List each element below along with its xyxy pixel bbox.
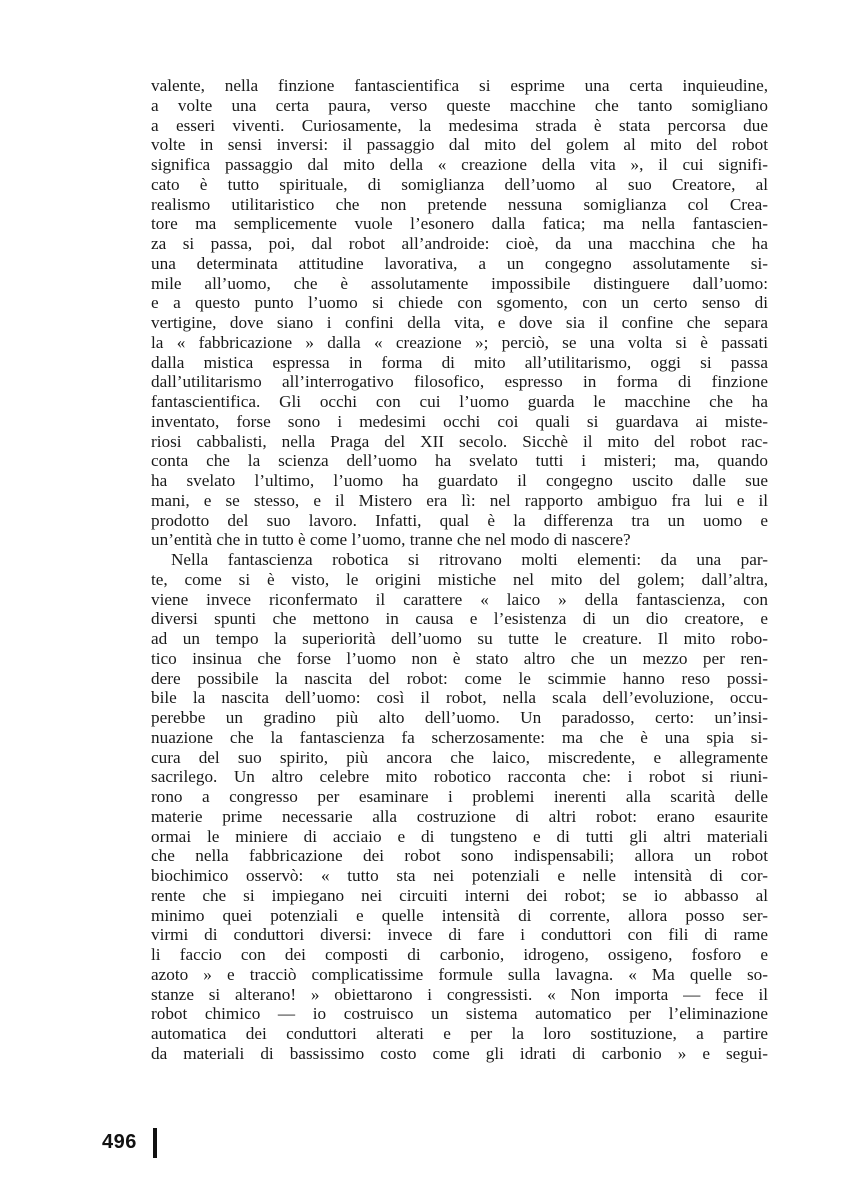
- text-line: materie prime necessarie alla costruzione di altri robot: erano esaurite: [151, 806, 768, 826]
- paragraph: [151, 76, 768, 550]
- text-line: robot chimico — io costruisco un sistema automatico per l’eliminazione: [151, 1004, 768, 1024]
- text-line: vertigine, dove siano i confini della vita, e dove sia il confine che separa: [151, 313, 768, 332]
- text-line: la « fabbricazione » dalla « creazione »; perciò, se una volta si è passati: [151, 332, 768, 352]
- text-line: ad un tempo la superiorità dell’uomo su tutte le creature. Il mito robo-: [151, 629, 768, 648]
- text-line: diversi spunti che mettono in causa e l’esistenza di un dio creatore, e: [151, 609, 768, 629]
- text-line: rente che si impiegano nei circuiti interni dei robot; se io abbasso al: [151, 885, 768, 905]
- text-line: conta che la scienza dell’uomo ha svelato tutti i misteri; ma, quando: [151, 451, 768, 471]
- text-line: perebbe un gradino più alto dell’uomo. Un paradosso, certo: un’insi-: [151, 708, 768, 727]
- text-line: sacrilego. Un altro celebre mito robotico racconta che: i robot si riuni-: [151, 767, 768, 787]
- text-line: li faccio con dei composti di carbonio, idrogeno, ossigeno, fosforo e: [151, 945, 768, 964]
- text-line: viene invece riconfermato il carattere « laico » della fantascienza, con: [151, 589, 768, 609]
- text-line: te, come si è visto, le origini mistiche nel mito del golem; dall’altra,: [151, 569, 768, 589]
- text-line: a volte una certa paura, verso queste macchine che tanto somigliano: [151, 95, 768, 115]
- text-line: inventato, forse sono i medesimi occhi coi quali si guardava ai miste-: [151, 411, 768, 431]
- text-line: a esseri viventi. Curiosamente, la medesima strada è stata percorsa due: [151, 115, 768, 135]
- text-line: mani, e se stesso, e il Mistero era lì: nel rapporto ambiguo fra lui e il: [151, 490, 768, 510]
- text-line: minimo quei potenziali e quelle intensità di corrente, allora posso ser-: [151, 905, 768, 925]
- paragraph: [151, 550, 768, 1064]
- body-text: [151, 76, 768, 1064]
- text-line: una determinata attitudine lavorativa, a un congegno assolutamente si-: [151, 253, 768, 273]
- text-line: che nella fabbricazione dei robot sono indispensabili; allora un robot: [151, 846, 768, 866]
- page-number-rule: [153, 1128, 157, 1158]
- text-line: significa passaggio dal mito della « creazione della vita », il cui signifi-: [151, 155, 768, 174]
- text-line: volte in sensi inversi: il passaggio dal mito del golem al mito del robot: [151, 135, 768, 155]
- text-line: za si passa, poi, dal robot all’androide: cioè, da una macchina che ha: [151, 234, 768, 253]
- text-line: tore ma semplicemente vuole l’esonero dalla fatica; ma nella fantascien-: [151, 214, 768, 234]
- text-line: prodotto del suo lavoro. Infatti, qual è la differenza tra un uomo e: [151, 510, 768, 530]
- text-line: automatica dei conduttori alterati e per la loro sostituzione, a partire: [151, 1024, 768, 1043]
- text-line: fantascientifica. Gli occhi con cui l’uomo guarda le macchine che ha: [151, 392, 768, 411]
- text-line: dalla mistica espressa in forma di mito all’utilitarismo, oggi si passa: [151, 352, 768, 372]
- text-line: riosi cabbalisti, nella Praga del XII secolo. Sicchè il mito del robot rac-: [151, 431, 768, 451]
- text-line: rono a congresso per esaminare i problemi inerenti alla scarità delle: [151, 787, 768, 806]
- text-line: cato è tutto spirituale, di somiglianza dell’uomo al suo Creatore, al: [151, 174, 768, 194]
- text-line: azoto » e tracciò complicatissime formule sulla lavagna. « Ma quelle so-: [151, 964, 768, 984]
- text-line: da materiali di bassissimo costo come gli idrati di carbonio » e segui-: [151, 1043, 768, 1063]
- text-line: virmi di conduttori diversi: invece di fare i conduttori con fili di rame: [151, 925, 768, 945]
- text-line: dall’utilitarismo all’interrogativo filosofico, espresso in forma di finzione: [151, 372, 768, 392]
- text-line: un’entità che in tutto è come l’uomo, tranne che nel modo di nascere?: [151, 530, 631, 550]
- text-line: tico insinua che forse l’uomo non è stato altro che un mezzo per ren-: [151, 648, 768, 668]
- text-line: mile all’uomo, che è assolutamente impossibile distinguere dall’uomo:: [151, 273, 768, 293]
- text-line: ha svelato l’ultimo, l’uomo ha guardato il congegno uscito dalle sue: [151, 471, 768, 490]
- text-line: biochimico osservò: « tutto sta nei potenziali e nelle intensità di cor-: [151, 866, 768, 885]
- text-line: stanze si alterano! » obiettarono i congressisti. « Non importa — fece il: [151, 984, 768, 1004]
- text-line: dere possibile la nascita del robot: come le scimmie hanno reso possi-: [151, 668, 768, 688]
- text-line: valente, nella finzione fantascientifica si esprime una certa inquieudine,: [151, 76, 768, 95]
- text-line: bile la nascita dell’uomo: così il robot, nella scala dell’evoluzione, occu-: [151, 688, 768, 708]
- text-line: cura del suo spirito, più ancora che laico, miscredente, e allegramente: [151, 747, 768, 767]
- text-line: ormai le miniere di acciaio e di tungsteno e di tutti gli altri materiali: [151, 826, 768, 846]
- text-line: nuazione che la fantascienza fa scherzosamente: ma che è una spia si-: [151, 727, 768, 747]
- page-number: 496: [102, 1131, 137, 1153]
- text-line: e a questo punto l’uomo si chiede con sgomento, con un certo senso di: [151, 293, 768, 313]
- text-line: realismo utilitaristico che non pretende nessuna somiglianza col Crea-: [151, 194, 768, 214]
- text-line: Nella fantascienza robotica si ritrovano molti elementi: da una par-: [171, 550, 768, 569]
